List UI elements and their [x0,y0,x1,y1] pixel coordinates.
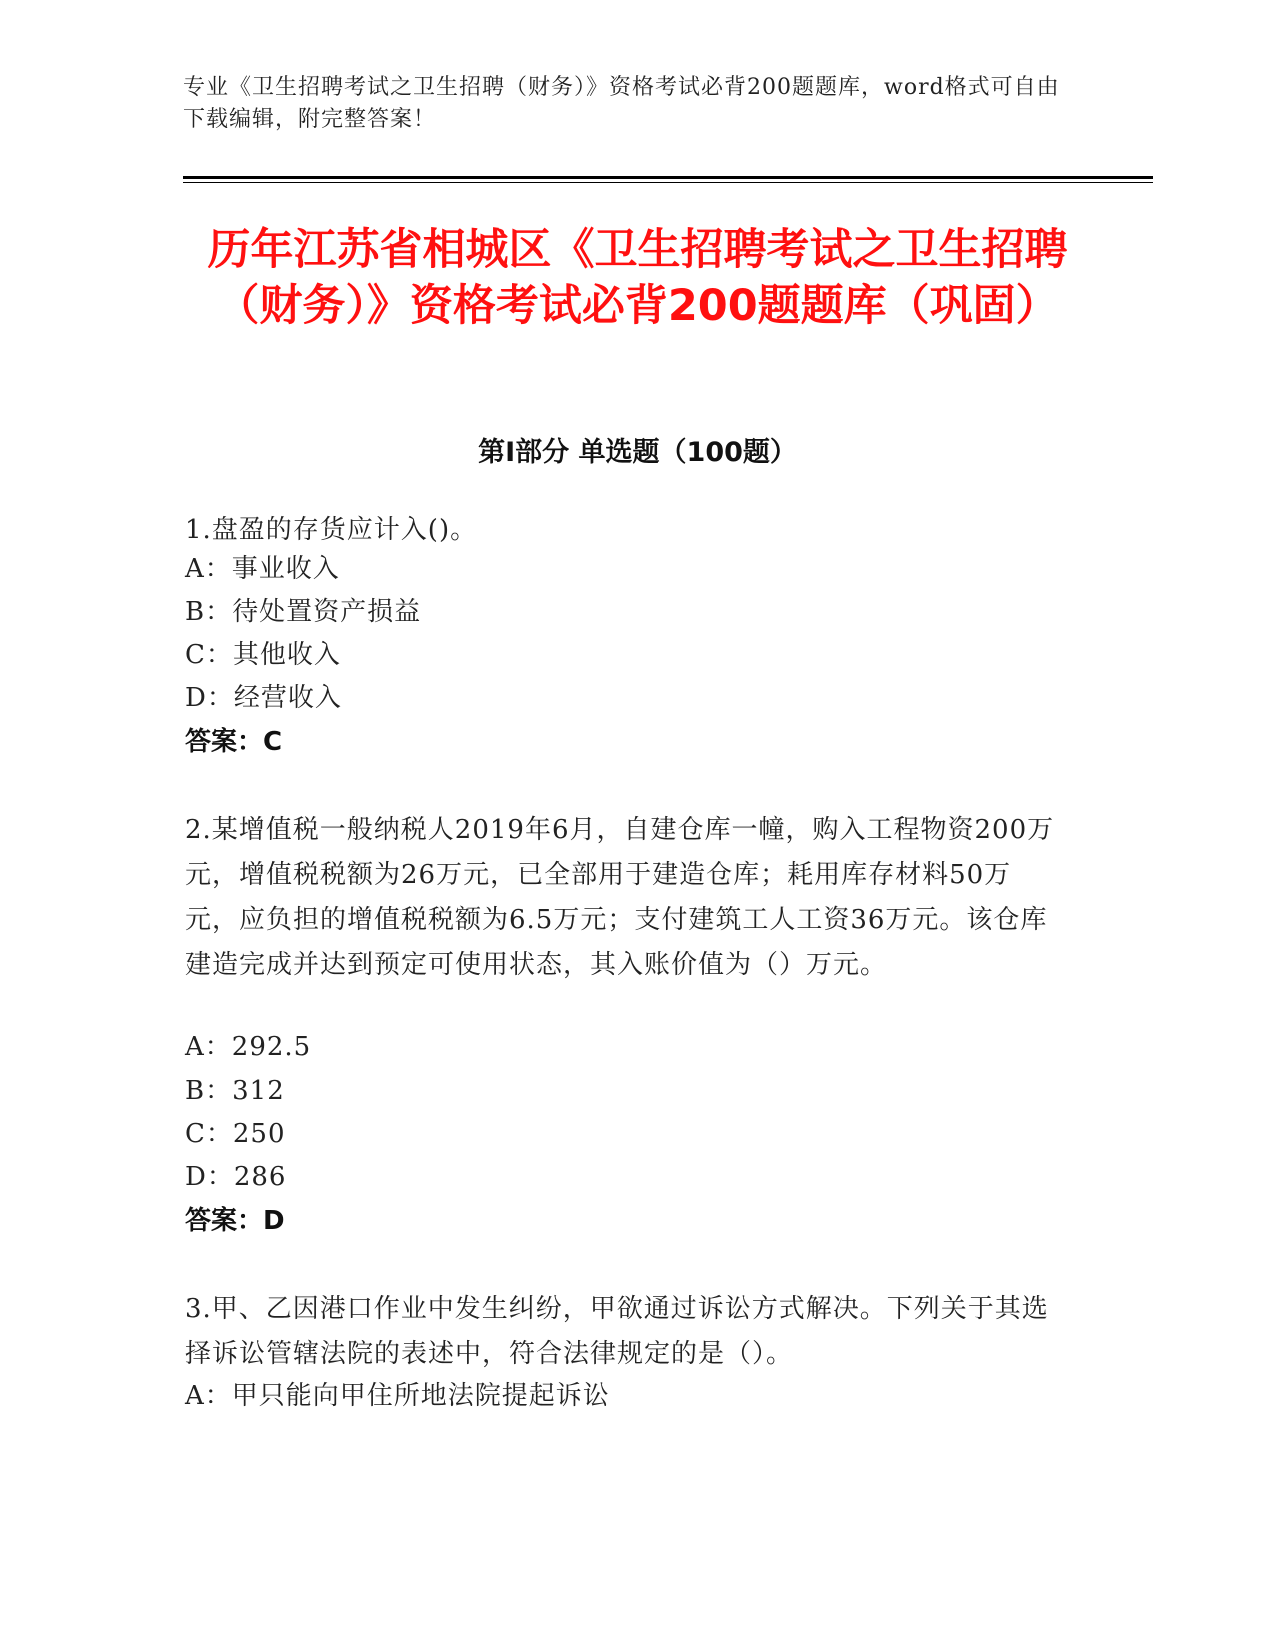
question-3-text: 3.甲、乙因港口作业中发生纠纷，甲欲通过诉讼方式解决。下列关于其选择诉讼管辖法院的表述中，符合法律规定的是（）。 [185,1294,1049,1369]
question-1-answer: 答案：C [185,727,283,757]
question-2-option-d: D：286 [185,1162,287,1192]
header-divider-thick [183,176,1153,179]
question-1-option-a: A：事业收入 [185,554,340,584]
question-1-option-d: D：经营收入 [185,683,342,713]
question-2-text: 2.某增值税一般纳税人2019年6月，自建仓库一幢，购入工程物资200万元，增值税税额为26万元，已全部用于建造仓库；耗用库存材料50万元，应负担的增值税税额为6.5万元；支付建筑工人工资36万元。该仓库建造完成并达到预定可使用状态，其入账价值为（）万元。 [185,815,1055,980]
header-divider-thin [183,182,1153,183]
section-heading: 第I部分 单选题（100题） [478,437,797,468]
question-1-text: 1.盘盈的存货应计入()。 [185,515,478,545]
question-1-option-c: C：其他收入 [185,640,341,670]
question-3-option-a: A：甲只能向甲住所地法院提起诉讼 [185,1381,610,1411]
header-note: 专业《卫生招聘考试之卫生招聘（财务）》资格考试必背200题题库，word格式可自由下载编辑，附完整答案！ [183,75,1060,132]
question-2-answer: 答案：D [185,1206,285,1236]
question-1-option-b: B：待处置资产损益 [185,597,422,627]
document-title: 历年江苏省相城区《卫生招聘考试之卫生招聘（财务）》资格考试必背200题题库（巩固） [207,225,1068,331]
question-2-option-a: A：292.5 [185,1032,312,1062]
question-2-option-b: B：312 [185,1076,285,1106]
question-2-option-c: C：250 [185,1119,286,1149]
